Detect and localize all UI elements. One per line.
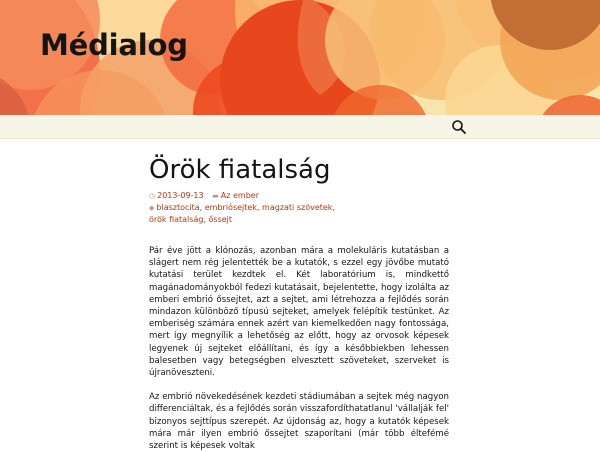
tag-link[interactable]: őssejt [208, 215, 233, 224]
post-title[interactable]: Örök fiatalság [149, 155, 331, 185]
post-meta [149, 190, 449, 226]
post-content [149, 152, 449, 452]
post-category[interactable] [212, 191, 259, 200]
site-title[interactable]: Médialog [40, 28, 188, 62]
post-date-link[interactable]: 2013-09-13 [157, 191, 204, 200]
folder-icon: ▬ [212, 192, 219, 200]
tag-link[interactable]: magzati szövetek [262, 203, 333, 212]
tag-icon: ◆ [149, 204, 155, 212]
post-category-link[interactable]: Az ember [220, 191, 259, 200]
site-header [0, 0, 600, 115]
post-paragraph: Az embrió növekedésének kezdeti stádiumában a sejtek még nagyon differenciáltak, és a fejlődés során visszafordíthatatlanul 'vállalják fel' bizonyos sejttípus szerepét. Az újdonság az, hogy a kutatók képesek mára már ilyen embrió őssejtet szaporítani (már több éltefémé szerint is képesek voltak [149, 392, 449, 452]
tag-link[interactable]: örök fiatalság [149, 215, 204, 224]
clock-icon: ◷ [149, 192, 156, 200]
post-tags-cont: örök fiatalság, őssejt [149, 215, 233, 224]
post-tags: ◆ blasztocita, embriósejtek, magzati szövetek, [149, 203, 335, 212]
post-date[interactable] [149, 191, 204, 200]
tag-link[interactable]: embriósejtek [204, 203, 257, 212]
navbar [0, 115, 600, 139]
post-paragraph: Pár éve jött a klónozás, azonban mára a molekuláris kutatásban a slágert nem rég jelentették be a kutatók, s ezzel egy jövőbe mutató kutatási terület kezdtek el. Két laboratórium is, mindkettő magánadományokból fedezi kutatásait, bejelentette, hogy izolálta az emberi embrió őssejtet, azt a sejtet, ami létrehozza a fejlődés során mindazon különböző típusú sejteket, amelyek felépítik testünket. Az emberiség számára ennek azért van kiemelkedően nagy fontossága, mert így megnyílik a lehetőség az előtt, hogy az orvosok képesek legyenek új sejteket előállítani, és így a későbbiekben lehessen balesetben vagy betegségben elvesztett szöveteket, szerveket is újranöveszteni. [149, 246, 449, 379]
search-icon[interactable] [451, 119, 467, 135]
tag-link[interactable]: blasztocita [156, 203, 200, 212]
